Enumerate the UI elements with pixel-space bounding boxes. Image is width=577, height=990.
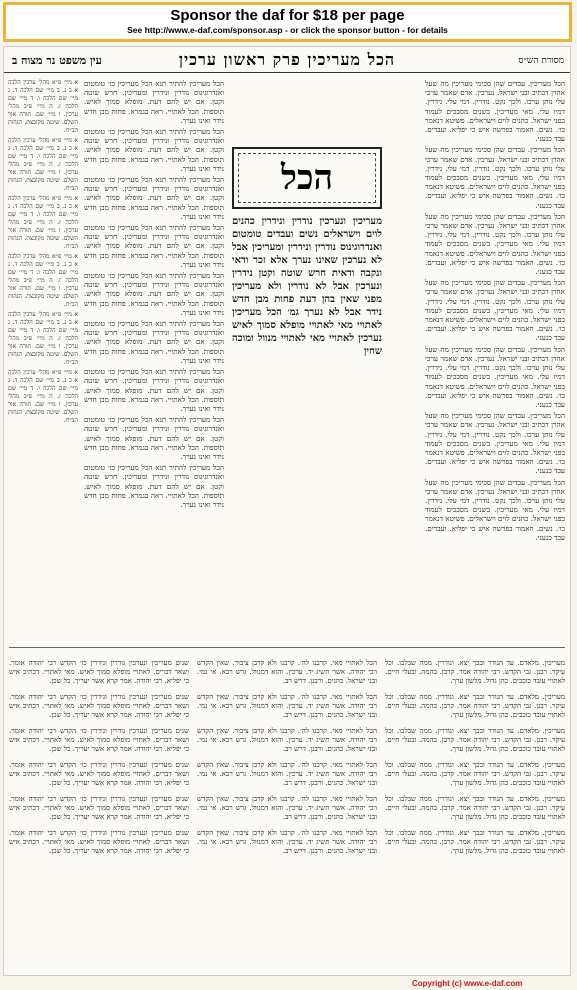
rashi-text-4: הכל מעריכין. עבדים שהן סכימי מעריכין מה שעל אהרן דכתיב ובני ישראל. נערכין. אדם שאמר ערכי עלי נותן ערכו. ולכך נקט. נודרין. דמי עלי. נידרין. דמיו עלי. מאי מעריכין. בשנים מסבכים לעמוד בפני ישראל. כהנים לוים וישראלים. פשיטא דנאמר כו׳. נשים. האמור בפרשה איש כי יפליא. ועבדים. עבד כנעני. (425, 278, 565, 343)
tosafot-text-6: הכל מעריכין להתיר תנא הכל מעריכין כו׳ טומטום ואנדרוגינוס נודרין ונידרין ומעריכין. חרש שוטה וקטן. אם יש להם דעת. מופלא סמוך לאיש. תוספות. הכל לאתויי. ראה בגמרא. פחות מבן חדש נידר ואינו נערך. (84, 319, 224, 365)
opening-word-box (232, 147, 382, 209)
header-left: עין משפט נר מצוה ב (12, 54, 102, 67)
bottom-middle-column (197, 652, 377, 952)
header-right: מסורת הש״ס (518, 56, 564, 66)
bottom-mid-text-5: הכל לאתויי מאי. קרבנו לה׳. קרבנו ולא קרבן ציבור. שאין הקדש רבי יהודה. אשר תשיג יד. ערכין. והוא דמנוול. גרש רבא. אי נמי. ובני ישראל. כהנים. ורבנן. דרש רב. (197, 795, 377, 821)
rashi-column (425, 79, 565, 639)
tosafot-text-4: הכל מעריכין להתיר תנא הכל מעריכין כו׳ טומטום ואנדרוגינוס נודרין ונידרין ומעריכין. חרש שוטה וקטן. אם יש להם דעת. מופלא סמוך לאיש. תוספות. הכל לאתויי. ראה בגמרא. פחות מבן חדש נידר ואינו נערך. (84, 223, 224, 269)
banner-subtitle[interactable]: See http://www.e-daf.com/sponsor.asp - or click the sponsor button - for details (127, 25, 448, 35)
bottom-left-column (9, 652, 189, 952)
bottom-mid-text-6: הכל לאתויי מאי. קרבנו לה׳. קרבנו ולא קרבן ציבור. שאין הקדש רבי יהודה. אשר תשיג יד. ערכין. והוא דמנוול. גרש רבא. אי נמי. ובני ישראל. כהנים. ורבנן. דרש רב. (197, 829, 377, 855)
tosafot-column (84, 79, 224, 639)
tosafot-text-3: הכל מעריכין להתיר תנא הכל מעריכין כו׳ טומטום ואנדרוגינוס נודרין ונידרין ומעריכין. חרש שוטה וקטן. אם יש להם דעת. מופלא סמוך לאיש. תוספות. הכל לאתויי. ראה בגמרא. פחות מבן חדש נידר ואינו נערך. (84, 175, 224, 221)
margin-text-2: א מיי׳ פ״א מהל׳ ערכין הלכה א ב ג. ב מיי׳ שם הלכה ד. ג מיי׳ שם הלכה ו. ד מיי׳ שם הלכה ז. ה מיי׳ פ״ב מהל׳ ערכין. ו מיי׳ שם. תורה אור השלם. שיטה מקובצת. הגהות הב״ח. (8, 137, 78, 192)
bottom-left-text-5: שנים מעריכין ונערכין נודרין ונידרין כו׳ הקדש רבי יהודה אומר. ושאר דברים. לאתויי מופלא סמוך לאיש. מאי לאתויי. דכתיב איש כי יפליא. רבי יהודה. אמר קרא אשר יעריך. כל שכן. (9, 795, 189, 821)
bottom-left-text: שנים מעריכין ונערכין נודרין ונידרין כו׳ הקדש רבי יהודה אומר. ושאר דברים. לאתויי מופלא סמוך לאיש. מאי לאתויי. דכתיב איש כי יפליא. רבי יהודה. אמר קרא אשר יעריך. כל שכן. (9, 659, 189, 685)
bottom-left-text-4: שנים מעריכין ונערכין נודרין ונידרין כו׳ הקדש רבי יהודה אומר. ושאר דברים. לאתויי מופלא סמוך לאיש. מאי לאתויי. דכתיב איש כי יפליא. רבי יהודה. אמר קרא אשר יעריך. כל שכן. (9, 761, 189, 787)
bottom-right-text-4: מעריכין. מלאדם. עד הנודר ובכך יצא. ונודרין. ממה שבלבו. וכל עיקר. רבנן. גבי הקדש. רבי יהודה אמר. קרבן. בהמה. ובעלי חיים. לאתויי עובד כוכבים. כהן גדול. מלשון ערך. (385, 761, 565, 787)
bottom-commentary (9, 647, 565, 952)
rashi-text-6: הכל מעריכין. עבדים שהן סכימי מעריכין מה שעל אהרן דכתיב ובני ישראל. נערכין. אדם שאמר ערכי עלי נותן ערכו. ולכך נקט. נודרין. דמי עלי. נידרין. דמיו עלי. מאי מעריכין. בשנים מסבכים לעמוד בפני ישראל. כהנים לוים וישראלים. פשיטא דנאמר כו׳. נשים. האמור בפרשה איש כי יפליא. ועבדים. עבד כנעני. (425, 411, 565, 476)
rashi-text-5: הכל מעריכין. עבדים שהן סכימי מעריכין מה שעל אהרן דכתיב ובני ישראל. נערכין. אדם שאמר ערכי עלי נותן ערכו. ולכך נקט. נודרין. דמי עלי. נידרין. דמיו עלי. מאי מעריכין. בשנים מסבכים לעמוד בפני ישראל. כהנים לוים וישראלים. פשיטא דנאמר כו׳. נשים. האמור בפרשה איש כי יפליא. ועבדים. עבד כנעני. (425, 344, 565, 409)
tosafot-text-9: הכל מעריכין להתיר תנא הכל מעריכין כו׳ טומטום ואנדרוגינוס נודרין ונידרין ומעריכין. חרש שוטה וקטן. אם יש להם דעת. מופלא סמוך לאיש. תוספות. הכל לאתויי. ראה בגמרא. פחות מבן חדש נידר ואינו נערך. (84, 463, 224, 509)
bottom-mid-text-3: הכל לאתויי מאי. קרבנו לה׳. קרבנו ולא קרבן ציבור. שאין הקדש רבי יהודה. אשר תשיג יד. ערכין. והוא דמנוול. גרש רבא. אי נמי. ובני ישראל. כהנים. ורבנן. דרש רב. (197, 727, 377, 753)
rashi-text-7: הכל מעריכין. עבדים שהן סכימי מעריכין מה שעל אהרן דכתיב ובני ישראל. נערכין. אדם שאמר ערכי עלי נותן ערכו. ולכך נקט. נודרין. דמי עלי. נידרין. דמיו עלי. מאי מעריכין. בשנים מסבכים לעמוד בפני ישראל. כהנים לוים וישראלים. פשיטא דנאמר כו׳. נשים. האמור בפרשה איש כי יפליא. ועבדים. עבד כנעני. (425, 477, 565, 542)
bottom-mid-text-2: הכל לאתויי מאי. קרבנו לה׳. קרבנו ולא קרבן ציבור. שאין הקדש רבי יהודה. אשר תשיג יד. ערכין. והוא דמנוול. גרש רבא. אי נמי. ובני ישראל. כהנים. ורבנן. דרש רב. (197, 693, 377, 719)
bottom-mid-text-4: הכל לאתויי מאי. קרבנו לה׳. קרבנו ולא קרבן ציבור. שאין הקדש רבי יהודה. אשר תשיג יד. ערכין. והוא דמנוול. גרש רבא. אי נמי. ובני ישראל. כהנים. ורבנן. דרש רב. (197, 761, 377, 787)
sponsor-banner[interactable] (3, 2, 572, 42)
rashi-text-2: הכל מעריכין. עבדים שהן סכימי מעריכין מה שעל אהרן דכתיב ובני ישראל. נערכין. אדם שאמר ערכי עלי נותן ערכו. ולכך נקט. נודרין. דמי עלי. נידרין. דמיו עלי. מאי מעריכין. בשנים מסבכים לעמוד בפני ישראל. כהנים לוים וישראלים. פשיטא דנאמר כו׳. נשים. האמור בפרשה איש כי יפליא. ועבדים. עבד כנעני. (425, 145, 565, 210)
margin-text-3: א מיי׳ פ״א מהל׳ ערכין הלכה א ב ג. ב מיי׳ שם הלכה ד. ג מיי׳ שם הלכה ו. ד מיי׳ שם הלכה ז. ה מיי׳ פ״ב מהל׳ ערכין. ו מיי׳ שם. תורה אור השלם. שיטה מקובצת. הגהות הב״ח. (8, 195, 78, 250)
tosafot-text-2: הכל מעריכין להתיר תנא הכל מעריכין כו׳ טומטום ואנדרוגינוס נודרין ונידרין ומעריכין. חרש שוטה וקטן. אם יש להם דעת. מופלא סמוך לאיש. תוספות. הכל לאתויי. ראה בגמרא. פחות מבן חדש נידר ואינו נערך. (84, 127, 224, 173)
gemara-paragraph: מעריכין ונערכין נודרין ונידרין כהנים לוים וישראלים נשים ועבדים טומטום ואנדרוגינוס נודרין ונידרין ומעריכין אבל לא נערכין שאינו נערך אלא זכר ודאי ונקבה ודאית חרש שוטה וקטן נידרין ונערכין אבל לא נודרין ולא מעריכין מפני שאין בהן דעת פחות מבן חדש נידר אבל לא נערך גמ׳ הכל מעריכין לאתויי מאי לאתויי מופלא סמוך לאיש נערכין לאתויי מאי לאתויי מנוול ומוכה שחין (232, 216, 382, 357)
page-title: הכל מעריכין פרק ראשון ערכין (178, 50, 396, 69)
bottom-right-text-6: מעריכין. מלאדם. עד הנודר ובכך יצא. ונודרין. ממה שבלבו. וכל עיקר. רבנן. גבי הקדש. רבי יהודה אמר. קרבן. בהמה. ובעלי חיים. לאתויי עובד כוכבים. כהן גדול. מלשון ערך. (385, 829, 565, 855)
bottom-right-text-2: מעריכין. מלאדם. עד הנודר ובכך יצא. ונודרין. ממה שבלבו. וכל עיקר. רבנן. גבי הקדש. רבי יהודה אמר. קרבן. בהמה. ובעלי חיים. לאתויי עובד כוכבים. כהן גדול. מלשון ערך. (385, 693, 565, 719)
bottom-right-text-3: מעריכין. מלאדם. עד הנודר ובכך יצא. ונודרין. ממה שבלבו. וכל עיקר. רבנן. גבי הקדש. רבי יהודה אמר. קרבן. בהמה. ובעלי חיים. לאתויי עובד כוכבים. כהן גדול. מלשון ערך. (385, 727, 565, 753)
copyright-link[interactable]: Copyright (c) www.e-daf.com (412, 979, 523, 988)
margin-notes (8, 79, 78, 639)
tosafot-text-8: הכל מעריכין להתיר תנא הכל מעריכין כו׳ טומטום ואנדרוגינוס נודרין ונידרין ומעריכין. חרש שוטה וקטן. אם יש להם דעת. מופלא סמוך לאיש. תוספות. הכל לאתויי. ראה בגמרא. פחות מבן חדש נידר ואינו נערך. (84, 415, 224, 461)
tosafot-text: הכל מעריכין להתיר תנא הכל מעריכין כו׳ טומטום ואנדרוגינוס נודרין ונידרין ומעריכין. חרש שוטה וקטן. אם יש להם דעת. מופלא סמוך לאיש. תוספות. הכל לאתויי. ראה בגמרא. פחות מבן חדש נידר ואינו נערך. (84, 79, 224, 125)
margin-text: א מיי׳ פ״א מהל׳ ערכין הלכה א ב ג. ב מיי׳ שם הלכה ד. ג מיי׳ שם הלכה ו. ד מיי׳ שם הלכה ז. ה מיי׳ פ״ב מהל׳ ערכין. ו מיי׳ שם. תורה אור השלם. שיטה מקובצת. הגהות הב״ח. (8, 79, 78, 134)
bottom-left-text-3: שנים מעריכין ונערכין נודרין ונידרין כו׳ הקדש רבי יהודה אומר. ושאר דברים. לאתויי מופלא סמוך לאיש. מאי לאתויי. דכתיב איש כי יפליא. רבי יהודה. אמר קרא אשר יעריך. כל שכן. (9, 727, 189, 753)
bottom-right-column (385, 652, 565, 952)
gemara-text (232, 215, 382, 635)
opening-word: הכל (280, 158, 334, 198)
tosafot-text-7: הכל מעריכין להתיר תנא הכל מעריכין כו׳ טומטום ואנדרוגינוס נודרין ונידרין ומעריכין. חרש שוטה וקטן. אם יש להם דעת. מופלא סמוך לאיש. תוספות. הכל לאתויי. ראה בגמרא. פחות מבן חדש נידר ואינו נערך. (84, 367, 224, 413)
page-header (4, 50, 570, 73)
rashi-text-3: הכל מעריכין. עבדים שהן סכימי מעריכין מה שעל אהרן דכתיב ובני ישראל. נערכין. אדם שאמר ערכי עלי נותן ערכו. ולכך נקט. נודרין. דמי עלי. נידרין. דמיו עלי. מאי מעריכין. בשנים מסבכים לעמוד בפני ישראל. כהנים לוים וישראלים. פשיטא דנאמר כו׳. נשים. האמור בפרשה איש כי יפליא. ועבדים. עבד כנעני. (425, 211, 565, 277)
bottom-mid-text: הכל לאתויי מאי. קרבנו לה׳. קרבנו ולא קרבן ציבור. שאין הקדש רבי יהודה. אשר תשיג יד. ערכין. והוא דמנוול. גרש רבא. אי נמי. ובני ישראל. כהנים. ורבנן. דרש רב. (197, 659, 377, 685)
margin-text-6: א מיי׳ פ״א מהל׳ ערכין הלכה א ב ג. ב מיי׳ שם הלכה ד. ג מיי׳ שם הלכה ו. ד מיי׳ שם הלכה ז. ה מיי׳ פ״ב מהל׳ ערכין. ו מיי׳ שם. תורה אור השלם. שיטה מקובצת. הגהות הב״ח. (8, 369, 78, 424)
margin-text-4: א מיי׳ פ״א מהל׳ ערכין הלכה א ב ג. ב מיי׳ שם הלכה ד. ג מיי׳ שם הלכה ו. ד מיי׳ שם הלכה ז. ה מיי׳ פ״ב מהל׳ ערכין. ו מיי׳ שם. תורה אור השלם. שיטה מקובצת. הגהות הב״ח. (8, 253, 78, 308)
bottom-right-text: מעריכין. מלאדם. עד הנודר ובכך יצא. ונודרין. ממה שבלבו. וכל עיקר. רבנן. גבי הקדש. רבי יהודה אמר. קרבן. בהמה. ובעלי חיים. לאתויי עובד כוכבים. כהן גדול. מלשון ערך. (385, 659, 565, 685)
banner-title: Sponsor the daf for $18 per page (170, 7, 405, 24)
talmud-page (3, 46, 571, 976)
rashi-text: הכל מעריכין. עבדים שהן סכימי מעריכין מה שעל אהרן דכתיב ובני ישראל. נערכין. אדם שאמר ערכי עלי נותן ערכו. ולכך נקט. נודרין. דמי עלי. נידרין. דמיו עלי. מאי מעריכין. בשנים מסבכים לעמוד בפני ישראל. כהנים לוים וישראלים. פשיטא דנאמר כו׳. נשים. האמור בפרשה איש כי יפליא. ועבדים. עבד כנעני. (425, 79, 565, 144)
bottom-right-text-5: מעריכין. מלאדם. עד הנודר ובכך יצא. ונודרין. ממה שבלבו. וכל עיקר. רבנן. גבי הקדש. רבי יהודה אמר. קרבן. בהמה. ובעלי חיים. לאתויי עובד כוכבים. כהן גדול. מלשון ערך. (385, 795, 565, 821)
margin-text-5: א מיי׳ פ״א מהל׳ ערכין הלכה א ב ג. ב מיי׳ שם הלכה ד. ג מיי׳ שם הלכה ו. ד מיי׳ שם הלכה ז. ה מיי׳ פ״ב מהל׳ ערכין. ו מיי׳ שם. תורה אור השלם. שיטה מקובצת. הגהות הב״ח. (8, 311, 78, 366)
tosafot-text-5: הכל מעריכין להתיר תנא הכל מעריכין כו׳ טומטום ואנדרוגינוס נודרין ונידרין ומעריכין. חרש שוטה וקטן. אם יש להם דעת. מופלא סמוך לאיש. תוספות. הכל לאתויי. ראה בגמרא. פחות מבן חדש נידר ואינו נערך. (84, 271, 224, 317)
bottom-left-text-2: שנים מעריכין ונערכין נודרין ונידרין כו׳ הקדש רבי יהודה אומר. ושאר דברים. לאתויי מופלא סמוך לאיש. מאי לאתויי. דכתיב איש כי יפליא. רבי יהודה. אמר קרא אשר יעריך. כל שכן. (9, 693, 189, 719)
opening-word-frame (238, 153, 376, 203)
bottom-left-text-6: שנים מעריכין ונערכין נודרין ונידרין כו׳ הקדש רבי יהודה אומר. ושאר דברים. לאתויי מופלא סמוך לאיש. מאי לאתויי. דכתיב איש כי יפליא. רבי יהודה. אמר קרא אשר יעריך. כל שכן. (9, 829, 189, 855)
